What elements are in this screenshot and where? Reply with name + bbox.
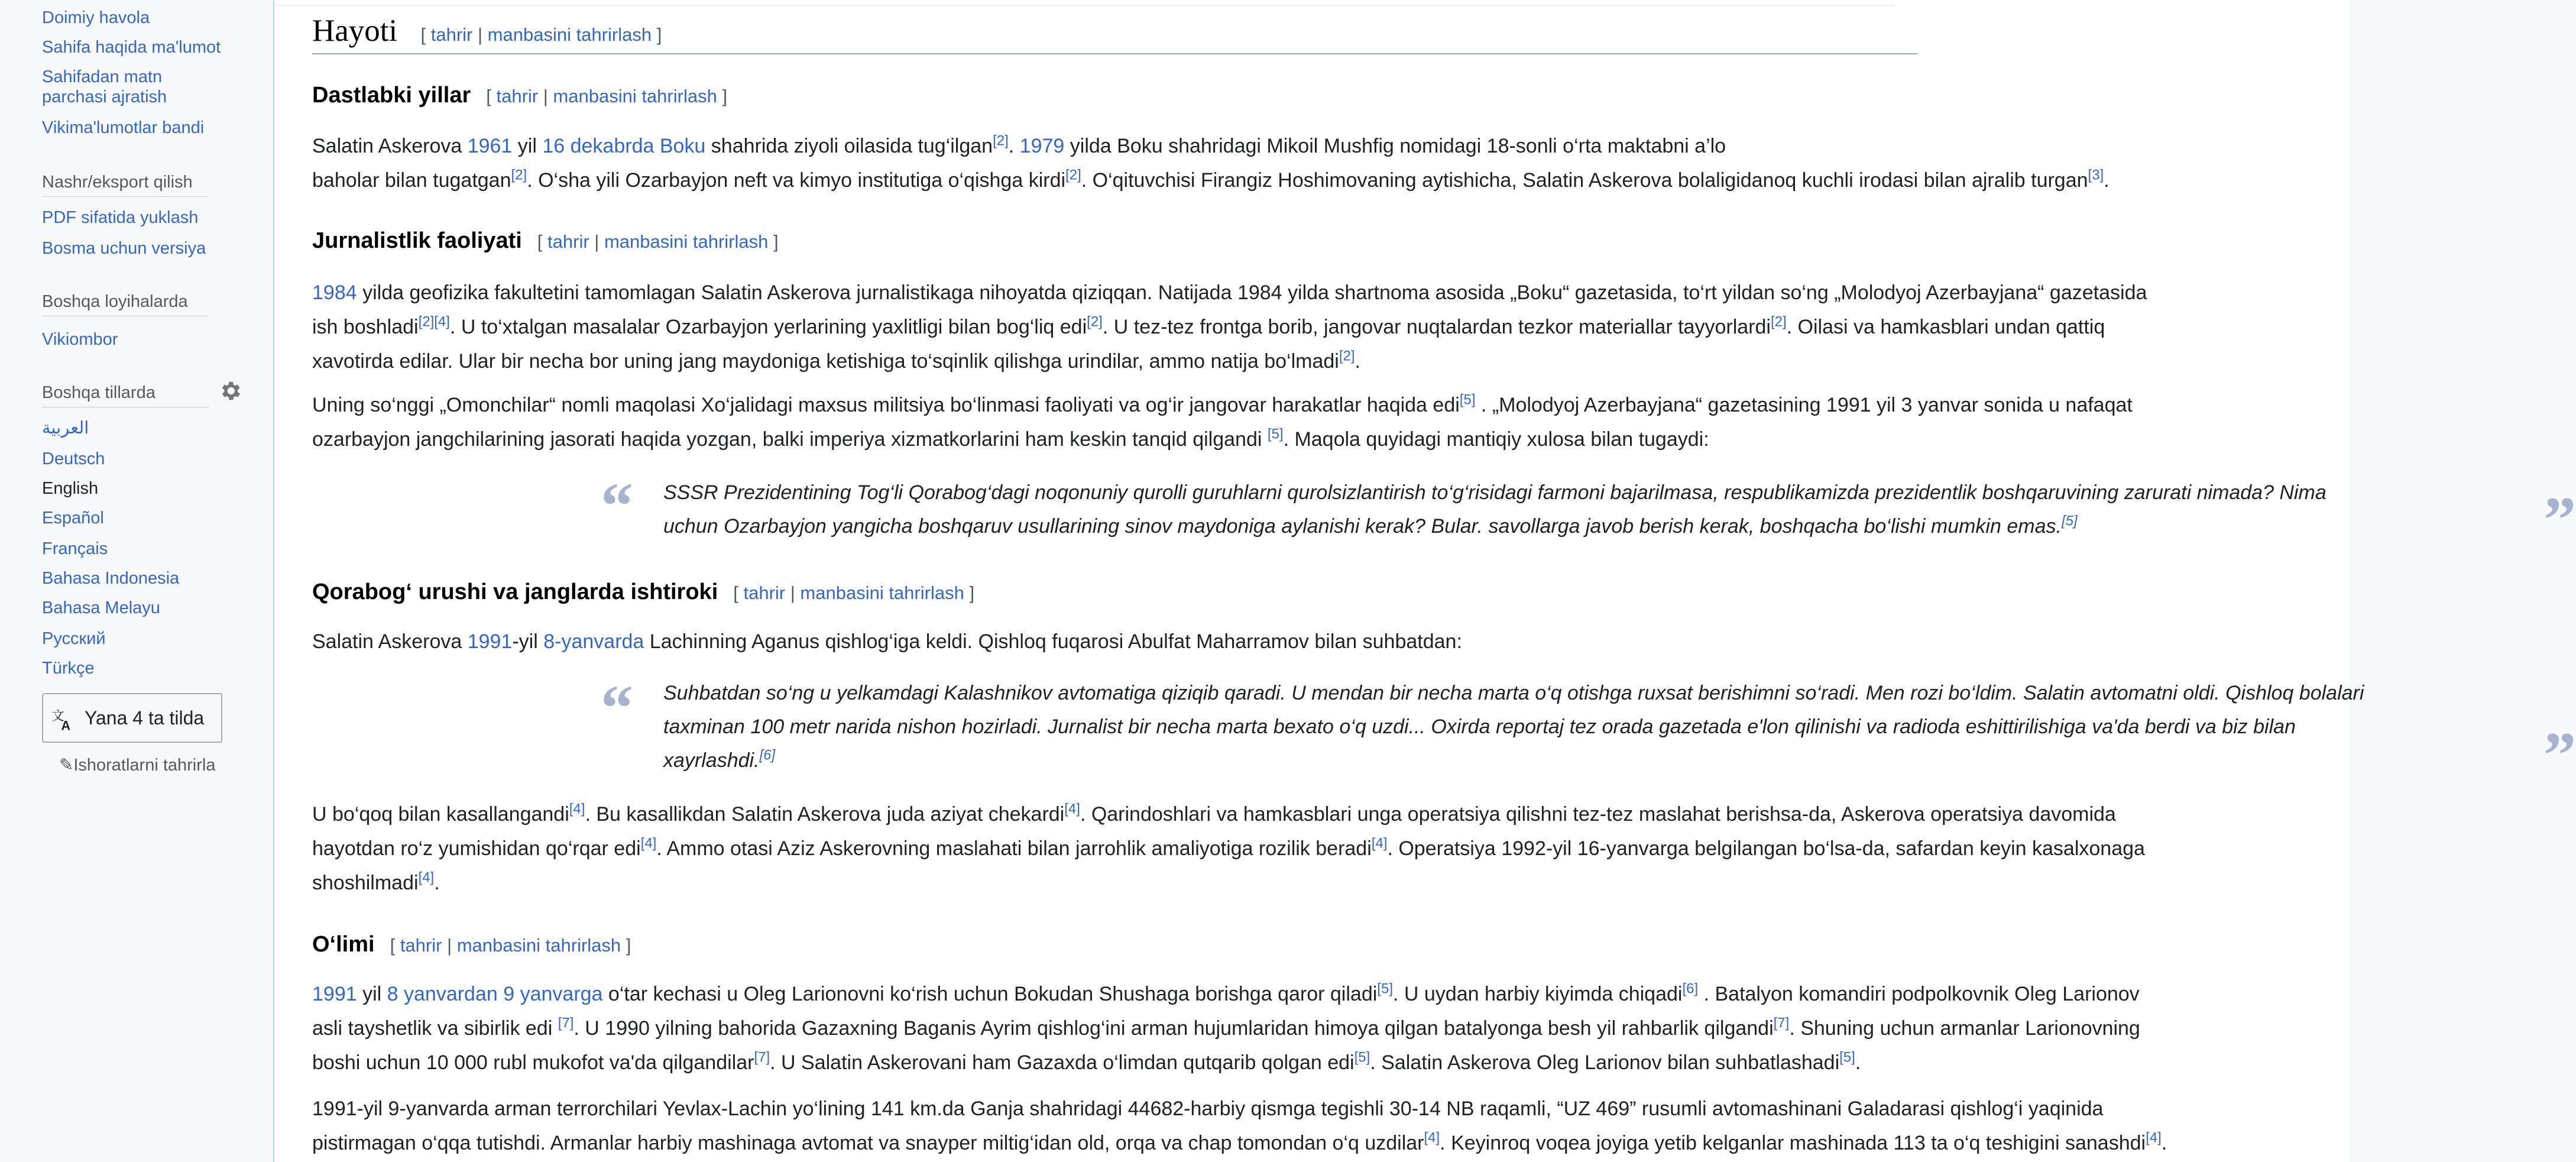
edit-link[interactable]: tahrir [400,935,442,956]
quote-line: SSSR Prezidentining Tog‘li Qorabog‘dagi noqonuniy qurolli guruhlarni qurolsizlantirish to‘g‘risidagi farmoni bajarilmasa, respublikamizda prezidentlik boshqaruvining zarurati nimada? Nima [663,481,2326,504]
text: . O‘qituvchisi Firangiz Hoshimovaning aytishicha, Salatin Askerova bolaligidanoq kuchli irodasi bilan ajralib turgan [1081,169,2088,192]
link-baku[interactable]: Boku [659,135,706,157]
subsection-heading-karabakh-war [312,580,974,605]
text: hayotdan ro‘z yumishidan qo‘rqar edi [312,837,641,860]
edit-source-link[interactable]: manbasini tahrirlash [553,86,717,106]
text [498,983,503,1005]
link-8-january[interactable]: 8-yanvarda [543,630,644,653]
link-9-january[interactable]: 9 yanvarga [503,983,603,1005]
subsection-heading-text: Jurnalistlik faoliyati [312,228,522,253]
text: yilda geofizika fakultetini tamomlagan Salatin Askerova jurnalistikaga nihoyatda qiziqqan. Natijada 1984 yilda shartnoma asosida „Boku“ gazetasida, to‘rt yildan so‘ng „Molodyoj Azerbayjana“ gazetasida [357,281,2147,304]
citation-ref[interactable]: [7] [1773,1015,1790,1031]
citation-ref[interactable]: [5] [1839,1049,1855,1066]
text: asli tayshetlik va sibirlik edi [312,1017,558,1040]
citation-ref[interactable]: [6] [759,747,776,763]
svg-text:A: A [61,718,71,733]
language-link-turkish[interactable]: Türkçe [42,659,95,678]
article-content [273,0,2576,1162]
edit-source-link[interactable]: manbasini tahrirlash [456,935,621,956]
edit-link[interactable]: tahrir [430,24,473,45]
paragraph-war-2 [312,797,2322,900]
text: . U tez-tez frontga borib, jangovar nuqtalardan tezkor materiallar tayyorlardi [1102,316,1771,338]
text: xayrlashdi. [663,749,760,772]
citation-ref[interactable]: [5] [2061,513,2078,529]
text: . Ammo otasi Aziz Askerovning maslahati bilan jarrohlik amaliyotiga rozilik beradi [656,837,1372,860]
edit-link[interactable]: tahrir [547,231,589,252]
section-heading-life [312,13,662,48]
text-line [312,1046,2322,1080]
citation-ref[interactable]: [2] [1065,167,1081,183]
more-languages-label: Yana 4 ta tilda [85,707,205,729]
section-edit-links: [ tahrir | manbasini tahrirlash ] [390,935,631,956]
citation-ref[interactable]: [5] [1377,980,1393,997]
language-link-german[interactable]: Deutsch [42,449,105,468]
subsection-heading-early-years [312,83,727,108]
section-heading-text: Hayoti [312,14,398,48]
link-year-1991[interactable]: 1991 [312,983,357,1005]
text: boshi uchun 10 000 rubl mukofot va'da qilgandilar [312,1051,754,1074]
sidebar-link-page-info[interactable]: Sahifa haqida ma'lumot [42,38,221,57]
section-edit-links: [ tahrir | manbasini tahrirlash ] [537,231,779,252]
quote-line: Suhbatdan so‘ng u yelkamdagi Kalashnikov avtomatiga qiziqib qaradi. U mendan bir necha marta o‘q otishga ruxsat berishimni so‘radi. Men rozi bo‘ldim. Salatin avtomatni oldi. Qishloq bolalari [663,682,2364,704]
text: Lachinning Aganus qishlog‘iga keldi. Qishloq fuqarosi Abulfat Maharramov bilan suhbatdan: [644,630,1462,653]
text: o‘tar kechasi u Oleg Larionovni ko‘rish uchun Bokudan Shushaga borishga qaror qiladi [602,983,1378,1005]
gear-icon[interactable] [218,378,242,403]
text: shahrida ziyoli oilasida tug‘ilgan [705,135,993,157]
text: . U 1990 yilning bahorida Gazaxning Baganis Ayrim qishlog‘ini arman hujumlaridan himoya qilgan batalyonga besh yil rahbarlik qilgandi [573,1017,1774,1040]
paragraph-journalism-1 [312,276,2322,378]
text-line [312,276,2322,310]
text: . [1008,135,1020,157]
text-line [312,797,2322,831]
close-quote-icon: ” [2543,719,2576,791]
link-year-1991[interactable]: 1991 [467,630,513,653]
link-year-1984[interactable]: 1984 [312,281,357,304]
svg-text:文: 文 [51,708,64,723]
sidebar-link-cite-page-line2[interactable]: parchasi ajratish [42,88,167,106]
text: . [434,872,440,894]
section-edit-links: [ tahrir | manbasini tahrirlash ] [733,582,975,603]
language-link-malay[interactable]: Bahasa Melayu [42,598,160,617]
citation-ref[interactable]: [2] [993,132,1009,149]
close-quote-icon: ” [2543,484,2576,556]
subsection-heading-text: Dastlabki yillar [312,83,471,108]
sidebar-heading-languages: Boshqa tillarda [42,383,155,402]
text-line [312,831,2322,866]
text-line [312,344,2322,378]
section-edit-links: [ tahrir | manbasini tahrirlash ] [486,86,728,106]
quote-line [663,510,2467,543]
text: . Keyinroq voqea joyiga yetib kelganlar mashinada 113 ta o‘q teshigini sanashdi [1440,1132,2146,1154]
sidebar-link-commons[interactable]: Vikiombor [42,330,118,349]
text: yil [512,135,543,157]
text-line [312,422,2322,457]
sidebar-heading-print: Nashr/eksport qilish [42,173,193,192]
sidebar-link-printable-version[interactable]: Bosma uchun versiya [42,239,206,258]
sidebar [0,0,273,1162]
text-line [312,129,2322,163]
subsection-heading-text: Qorabog‘ urushi va janglarda ishtiroki [312,580,718,604]
edit-interlanguage-links[interactable] [59,755,215,775]
text: . Salatin Askerova Oleg Larionov bilan suhbatlashadi [1370,1051,1840,1074]
text: . Qarindoshlari va hamkasblari unga operatsiya qilishni tez-tez maslahat berishsa-da, Askerova operatsiya davomida [1080,803,2116,826]
text: yil [357,983,387,1005]
text-line [312,163,2322,198]
citation-ref[interactable]: [2] [1087,313,1103,330]
section-edit-links: [ tahrir | manbasini tahrirlash ] [420,24,662,45]
sidebar-heading-projects: Boshqa loyihalarda [42,292,188,311]
citation-ref[interactable]: [5] [1267,426,1284,442]
subsection-heading-text: O‘limi [312,932,375,957]
text: uchun Ozarbayjon yangicha boshqaruv usullarining sinov maydoniga aylanishi kerak? Bular. savollarga javob berish kerak, boshqacha bo‘lishi mumkin emas. [663,515,2062,538]
text: . Oilasi va hamkasblari undan qattiq [1786,316,2105,338]
sidebar-link-wikidata-item[interactable]: Vikima'lumotlar bandi [42,118,205,137]
blockquote-journalism [663,476,2467,543]
text: ish boshladi [312,316,419,338]
text: . „Molodyoj Azerbayjana“ gazetasining 1991 yil 3 yanvar sonida u nafaqat [1475,394,2133,416]
text: . U to‘xtalgan masalalar Ozarbayjon yerlarining yaxlitligi bilan bog‘liq edi [449,316,1087,338]
citation-ref[interactable]: [4] [2146,1129,2162,1146]
text-line [312,1126,2322,1160]
text [654,135,659,157]
text: Salatin Askerova [312,630,468,653]
sidebar-link-cite-page[interactable]: Sahifadan matn [42,67,163,86]
citation-ref[interactable]: [2] [1770,313,1787,330]
text: U bo‘qoq bilan kasallangandi [312,803,569,826]
link-year-1979[interactable]: 1979 [1019,135,1065,157]
citation-ref[interactable]: [5] [1459,391,1476,408]
citation-ref[interactable]: [4] [418,869,435,886]
text: . U uydan harbiy kiyimda chiqadi [1392,983,1683,1005]
text: . [2161,1132,2167,1154]
text-line [312,624,2322,659]
language-link-arabic[interactable]: العربية [42,419,89,438]
link-16-december[interactable]: 16 dekabrda [542,135,654,157]
language-link-spanish[interactable]: Español [42,509,104,527]
language-link-english[interactable]: English [42,479,99,498]
citation-ref[interactable]: [2] [1339,348,1355,364]
citation-ref[interactable]: [4] [1064,801,1080,817]
text-line: 1991-yil 9-yanvarda arman terrorchilari Yevlax-Lachin yo‘lining 141 km.da Ganja shahridagi 44682-harbiy qismga tegishli 30-14 NB raqamli, “UZ 469” rusumli avtomashinani Galadarasi qishlog‘i yaqinida [312,1098,2104,1120]
paragraph-early-years [312,129,2322,198]
paragraph-war-1 [312,624,2322,659]
text: . Maqola quyidagi mantiqiy xulosa bilan tugaydi: [1283,428,1709,451]
text: . O‘sha yili Ozarbayjon neft va kimyo institutiga o‘qishga kirdi [527,169,1066,192]
blockquote-war [663,677,2467,778]
open-quote-icon: “ [601,470,633,542]
subsection-heading-death [312,932,631,957]
citation-ref[interactable]: [7] [558,1015,574,1031]
text-line [312,866,2322,900]
text-line [312,310,2322,344]
paragraph-death-2 [312,1092,2322,1160]
citation-ref[interactable]: [4] [1424,1129,1440,1146]
citation-ref[interactable]: [4] [1371,835,1388,852]
text: -yil [512,630,544,653]
pencil-icon: ✎ [59,756,74,775]
citation-ref[interactable]: [6] [1682,980,1699,997]
edit-source-link[interactable]: manbasini tahrirlash [604,231,769,252]
edit-links-label: Ishoratlarni tahrirla [73,756,216,775]
edit-source-link[interactable]: manbasini tahrirlash [800,582,964,603]
edit-link[interactable]: tahrir [496,86,539,106]
heading-rule [312,53,1917,54]
paragraph-death-1 [312,977,2322,1080]
text: . Batalyon komandiri podpolkovnik Oleg Larionov [1698,983,2140,1005]
citation-ref[interactable]: [4] [640,835,657,852]
text: baholar bilan tugatgan [312,169,511,192]
citation-ref[interactable]: [7] [754,1049,770,1066]
citation-ref[interactable]: [2] [511,167,527,183]
sidebar-divider [42,196,209,197]
quote-line: taxminan 100 metr narida nishon hozirladi. Jurnalist bir necha marta bexato o‘q uzdi... Oxirda reportaj tez orada gazetada e'lon qilinishi va radioda eshittirilishiga va'da berdi va biz bilan [663,716,2296,738]
subsection-heading-journalism [312,228,779,254]
header-divider [274,5,1894,6]
sidebar-link-permalink[interactable]: Doimiy havola [42,8,150,27]
citation-ref[interactable]: [4] [569,801,585,817]
text-line [312,1011,2322,1046]
text: . Operatsiya 1992-yil 16-yanvarga belgilangan bo‘lsa-da, safardan keyin kasalxonaga [1387,837,2145,860]
citation-ref[interactable]: [5] [1354,1049,1370,1066]
text-line [312,977,2322,1011]
language-link-russian[interactable]: Русский [42,629,106,648]
language-link-french[interactable]: Français [42,539,108,558]
text: Uning so‘nggi „Omonchilar“ nomli maqolasi Xo‘jalidagi maxsus militsiya bo‘linmasi faoliyati va og‘ir jangovar harakatlar haqida edi [312,394,1460,416]
open-quote-icon: “ [601,672,633,744]
language-link-indonesian[interactable]: Bahasa Indonesia [42,569,180,588]
link-year-1961[interactable]: 1961 [467,135,513,157]
citation-ref[interactable]: [4] [434,313,450,330]
text: . Bu kasallikdan Salatin Askerova juda aziyat chekardi [585,803,1065,826]
quote-line [663,744,2467,778]
text: . [1355,350,1360,373]
text: xavotirda edilar. Ular bir necha bor uning jang maydoniga ketishiga to‘sqinlik qilishga urindilar, ammo natija bo‘lmadi [312,350,1339,373]
sidebar-link-download-pdf[interactable]: PDF sifatida yuklash [42,208,199,227]
edit-source-link[interactable]: manbasini tahrirlash [487,24,652,45]
text: yilda Boku shahridagi Mikoil Mushfig nomidagi 18-sonli o‘rta maktabni a’lo [1064,135,1726,157]
link-8-january[interactable]: 8 yanvardan [387,983,498,1005]
text: Salatin Askerova [312,135,468,157]
text: . Shuning uchun armanlar Larionovning [1789,1017,2140,1040]
more-languages-button[interactable] [42,693,222,743]
text: pistirmagan o‘qqa tutishdi. Armanlar harbiy mashinaga avtomat va snayper miltig‘idan old, orqa va chap tomondan o‘q uzdilar [312,1132,1424,1154]
paragraph-journalism-2 [312,388,2322,457]
citation-ref[interactable]: [3] [2088,167,2104,183]
text-line [312,388,2322,422]
translate-icon [50,706,76,732]
text: . [2104,169,2110,192]
edit-link[interactable]: tahrir [743,582,786,603]
citation-ref[interactable]: [2] [418,313,435,330]
text: . [1855,1051,1861,1074]
text: ozarbayjon jangchilarining jasorati haqida yozgan, balki imperiya xizmatkorlarini ham keskin tanqid qilgandi [312,428,1268,451]
text: shoshilmadi [312,872,419,894]
text: . U Salatin Askerovani ham Gazaxda o‘limdan qutqarib qolgan edi [770,1051,1355,1074]
